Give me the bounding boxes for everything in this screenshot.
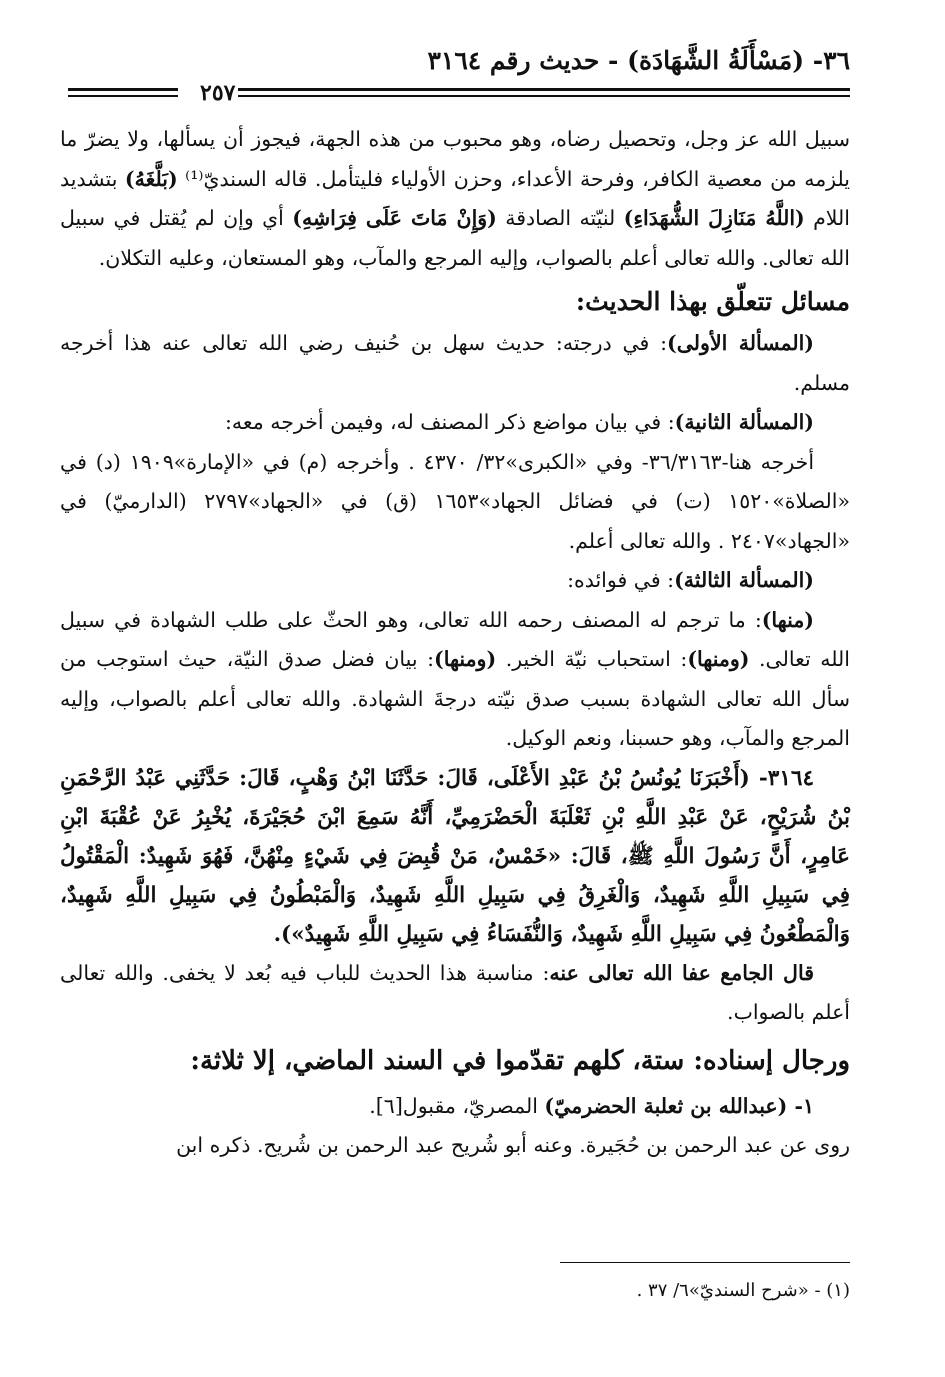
text-span: : ما ترجم له المصنف رحمه الله تعالى، وهو الحثّ على طلب الشهادة في سبيل الله تعالى. <box>60 607 850 671</box>
body-paragraph <box>60 403 850 443</box>
text-span: : بيان فضل صدق النيّة، حيث استوجب من سأل الله تعالى الشهادة بسبب صدق نيّته درجةَ الشهادة. والله تعالى أعلم بالصواب، وإليه المرجع والمآب، وهو حسبنا، ونعم الوكيل. <box>60 647 850 750</box>
hadith-text <box>60 759 850 954</box>
bold-term: (بَلَّغَهُ) <box>124 166 178 191</box>
body-paragraph <box>60 324 850 403</box>
bold-term: قال الجامع عفا الله تعالى عنه <box>549 960 814 985</box>
text-span: بتشديد اللام <box>60 166 850 230</box>
text-span: : مناسبة هذا الحديث للباب فيه بُعد لا يخفى. والله تعالى أعلم بالصواب. <box>60 960 850 1024</box>
text-span: لنيّته الصادقة <box>496 206 624 230</box>
bold-term: (المسألة الأولى) <box>667 331 814 355</box>
footnote: (١) - «شرح السنديّ»٦/ ٣٧ . <box>636 1280 850 1301</box>
page-number: ٢٥٧ <box>200 80 236 106</box>
bold-term: (ومنها) <box>434 647 497 671</box>
text-span: : استحباب نيّة الخير. <box>496 647 688 671</box>
footnote-separator <box>560 1262 850 1263</box>
body-paragraph <box>60 443 850 562</box>
bold-term: (ومنها) <box>687 647 750 671</box>
bold-term: ٣١٦٤- (أَخْبَرَنَا يُونُسُ بْنُ عَبْدِ الأَعْلَى، قَالَ: حَدَّثَنَا ابْنُ وَهْبٍ، قَالَ: حَدَّثَنِي عَبْدُ الرَّحْمَنِ بْنُ شُرَيْحٍ، عَنْ عَبْدِ اللَّهِ بْنِ ثَعْلَبَةَ الْحَضْرَمِيِّ، أَنَّهُ سَمِعَ ابْنَ حُجَيْرَةَ، يُخْبِرُ عَنْ عُقْبَةَ ابْنِ عَامِرٍ، أَنَّ رَسُولَ اللَّهِ ﷺ، قَالَ: «خَمْسٌ، مَنْ قُبِضَ فِي شَيْءٍ مِنْهُنَّ، فَهُوَ شَهِيدٌ: الْمَقْتُولُ فِي سَبِيلِ اللَّهِ شَهِيدٌ، وَالْغَرِقُ فِي سَبِيلِ اللَّهِ شَهِيدٌ، وَالْمَبْطُونُ فِي سَبِيلِ اللَّهِ شَهِيدٌ، وَالْمَطْعُونُ فِي سَبِيلِ اللَّهِ شَهِيدٌ، وَالنُّفَسَاءُ فِي سَبِيلِ اللَّهِ شَهِيدٌ»). <box>60 765 850 947</box>
text-span: روى عن عبد الرحمن بن حُجَيرة. وعنه أبو شُريح عبد الرحمن بن شُريح. ذكره ابن <box>176 1133 850 1157</box>
bold-term: (المسألة الثانية) <box>674 410 814 434</box>
bold-term: (المسألة الثالثة) <box>674 568 814 592</box>
page-header <box>60 40 850 106</box>
bold-term: (وَإِنْ مَاتَ عَلَى فِرَاشِهِ) <box>292 206 497 230</box>
text-span: : في درجته: حديث سهل بن حُنيف رضي الله تعالى عنه هذا أخرجه مسلم. <box>60 331 850 395</box>
body-paragraph <box>60 1126 850 1166</box>
running-title: ٣٦- (مَسْأَلَةُ الشَّهَادَة) - حديث رقم ٣١٦٤ <box>427 46 850 75</box>
body-paragraph <box>60 601 850 759</box>
header-rule <box>238 88 850 91</box>
text-span: : في بيان مواضع ذكر المصنف له، وفيمن أخرجه معه: <box>224 410 675 434</box>
body-paragraph <box>60 120 850 278</box>
page-number-rule <box>68 88 178 91</box>
header-rule-thin <box>238 95 850 97</box>
bold-term: ١- (عبدالله بن ثعلبة الحضرميّ) <box>544 1093 814 1118</box>
bold-term: (منها) <box>761 607 814 632</box>
text-span: المصريّ، مقبول[٦]. <box>369 1093 545 1118</box>
text-span: : في فوائده: <box>567 568 675 592</box>
section-heading: ورجال إسناده: ستة، كلهم تقدّموا في السند الماضي، إلا ثلاثة: <box>190 1045 850 1076</box>
bold-term: (اللَّهُ مَنَازِلَ الشُّهَدَاءِ) <box>623 206 805 230</box>
section-heading: مسائل تتعلّق بهذا الحديث: <box>575 287 850 316</box>
body-paragraph <box>60 1087 850 1127</box>
text-span: أخرجه هنا-٣٦/٣١٦٣- وفي «الكبرى»٣٢/ ٤٣٧٠ . وأخرجه (م) في «الإمارة»١٩٠٩ (د) في «الصلاة»١٥٢٠ (ت) في فضائل الجهاد»١٦٥٣ (ق) في «الجهاد»٢٧٩٧ (الدارميّ) في «الجهاد»٢٤٠٧ . والله تعالى أعلم. <box>60 449 851 553</box>
page-body <box>60 120 850 1166</box>
text-span: ⁽¹⁾ <box>177 166 204 191</box>
text-span: أي وإن لم يُقتل في سبيل الله تعالى. والله تعالى أعلم بالصواب، وإليه المرجع والمآب، وهو المستعان، وعليه التكلان. <box>60 206 850 270</box>
book-page <box>60 40 850 1360</box>
text-span: سبيل الله عز وجل، وتحصيل رضاه، وهو محبوب من هذه الجهة، فيجوز أن يسألها، ولا يضرّ ما يلزمه من معصية الكافر، وفرحة الأعداء، وحزن الأولياء فليتأمل. قاله السنديّ <box>60 127 850 191</box>
body-paragraph <box>60 561 850 601</box>
page-number-rule-thin <box>68 95 178 97</box>
body-paragraph <box>60 954 850 1033</box>
